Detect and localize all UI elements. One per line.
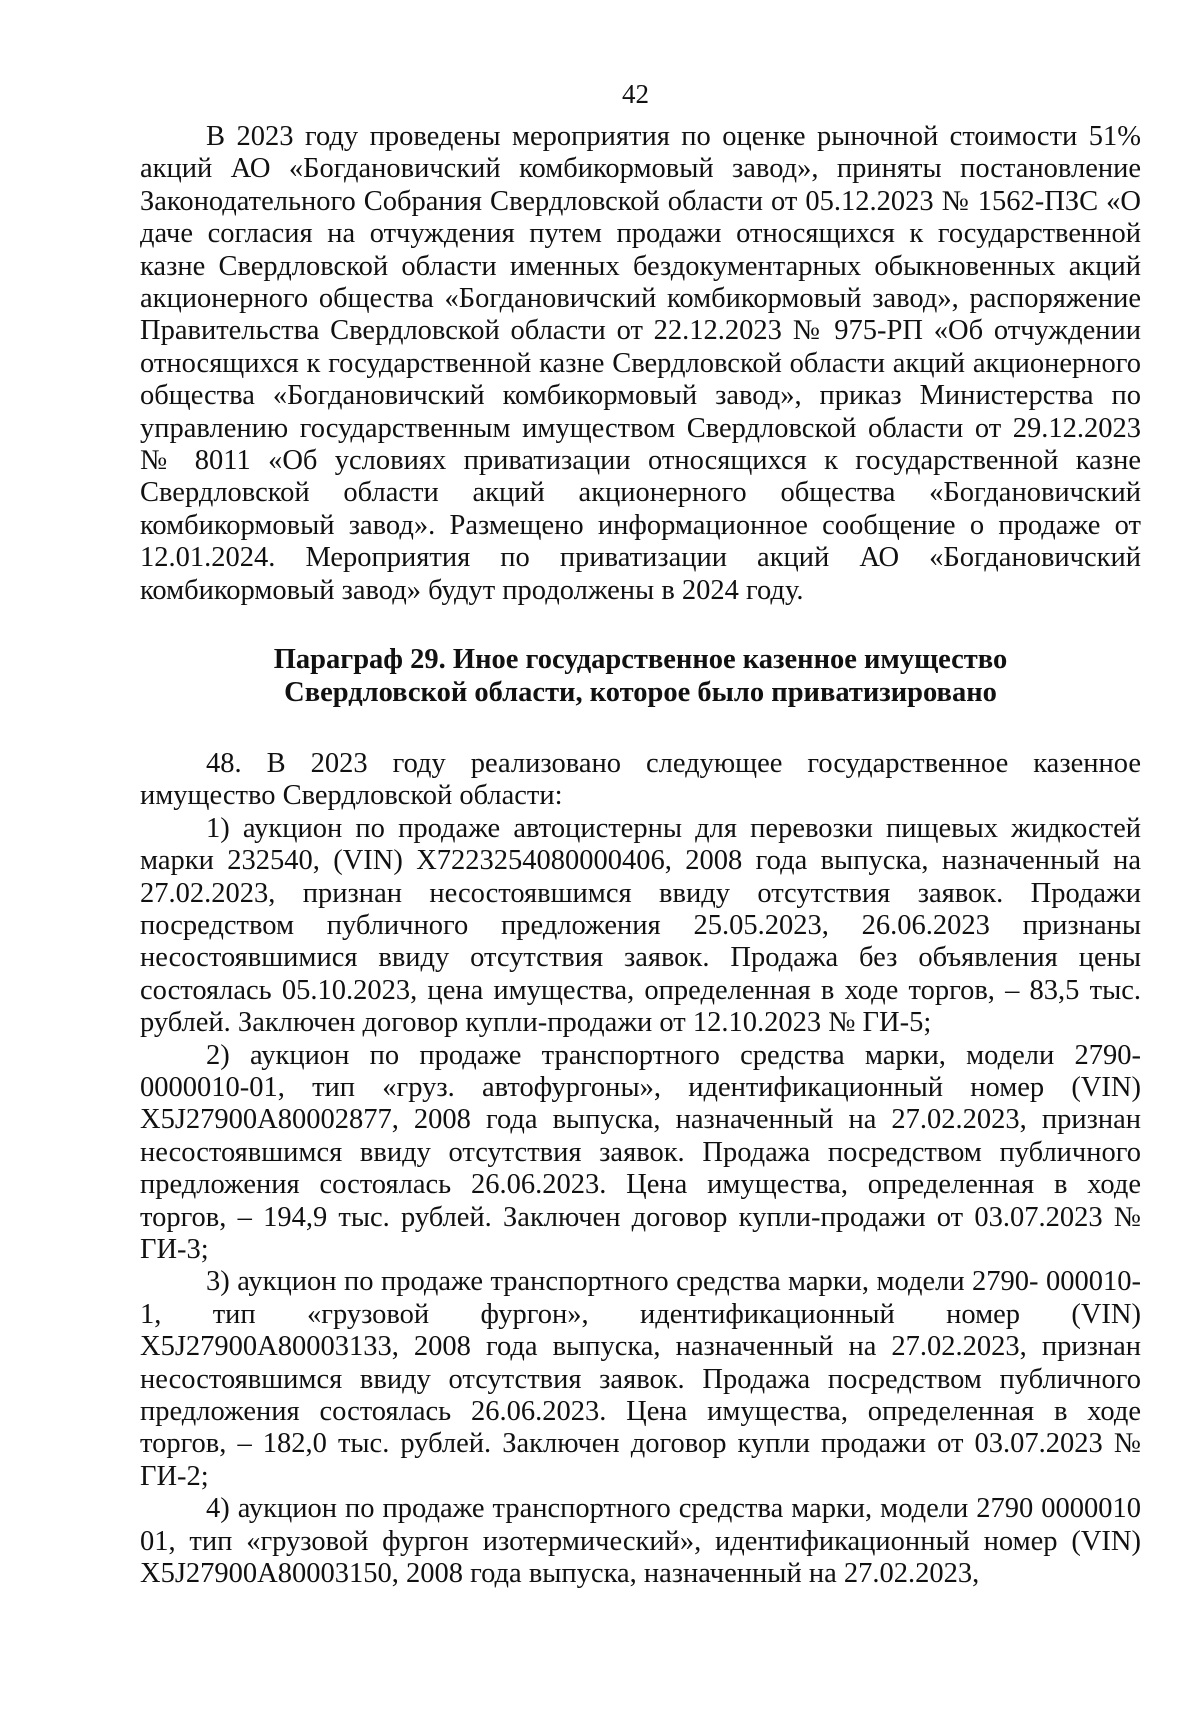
- section-heading-line-1: Параграф 29. Иное государственное казенное имущество: [273, 644, 1008, 676]
- paragraph-intro: В 2023 году проведены мероприятия по оценке рыночной стоимости 51% акций АО «Богдановичский комбикормовый завод», приняты постановление Законодательного Собрания Свердловской области от 05.12.2023 № 1562-ПЗС «О даче согласия на отчуждения путем продажи относящихся к государственной казне Свердловской области именных бездокументарных обыкновенных акций акционерного общества «Богдановичский комбикормовый завод», распоряжение Правительства Свердловской области от 22.12.2023 № 975-РП «Об отчуждении относящихся к государственной казне Свердловской области акций акционерного общества «Богдановичский комбикормовый завод», приказ Министерства по управлению государственным имуществом Свердловской области от 29.12.2023 № 8011 «Об условиях приватизации относящихся к государственной казне Свердловской области акций акционерного общества «Богдановичский комбикормовый завод». Размещено информационное сообщение о продаже от 12.01.2024. Мероприятия по приватизации акций АО «Богдановичский комбикормовый завод» будут продолжены в 2024 году.: [140, 121, 1141, 606]
- section-heading: [140, 644, 1141, 709]
- list-item-3: 3) аукцион по продаже транспортного средства марки, модели 2790- 000010- 1, тип «грузовой фургон», идентификационный номер (VIN) X5J27900A80003133, 2008 года выпуска, назначенный на 27.02.2023, признан несостоявшимся ввиду отсутствия заявок. Продажа посредством публичного предложения состоялась 26.06.2023. Цена имущества, определенная в ходе торгов, – 182,0 тыс. рублей. Заключен договор купли продажи от 03.07.2023 № ГИ-2;: [140, 1266, 1141, 1492]
- page-number: 42: [622, 79, 649, 109]
- paragraph-48: 48. В 2023 году реализовано следующее государственное казенное имущество Свердловской области:: [140, 747, 1141, 812]
- list-item-1: 1) аукцион по продаже автоцистерны для перевозки пищевых жидкостей марки 232540, (VIN) X7223254080000406, 2008 года выпуска, назначенный на 27.02.2023, признан несостоявшимся ввиду отсутствия заявок. Продажи посредством публичного предложения 25.05.2023, 26.06.2023 признаны несостоявшимися ввиду отсутствия заявок. Продажа без объявления цены состоялась 05.10.2023, цена имущества, определенная в ходе торгов, – 83,5 тыс. рублей. Заключен договор купли-продажи от 12.10.2023 № ГИ-5;: [140, 812, 1141, 1039]
- document-body: [140, 121, 1141, 1590]
- list-item-2: 2) аукцион по продаже транспортного средства марки, модели 2790-0000010-01, тип «груз. автофургоны», идентификационный номер (VIN) X5J27900A80002877, 2008 года выпуска, назначенный на 27.02.2023, признан несостоявшимся ввиду отсутствия заявок. Продажа посредством публичного предложения состоялась 26.06.2023. Цена имущества, определенная в ходе торгов, – 194,9 тыс. рублей. Заключен договор купли-продажи от 03.07.2023 № ГИ-3;: [140, 1039, 1141, 1265]
- list-item-4: 4) аукцион по продаже транспортного средства марки, модели 2790 0000010 01, тип «грузовой фургон изотермический», идентификационный номер (VIN) X5J27900A80003150, 2008 года выпуска, назначенный на 27.02.2023,: [140, 1493, 1141, 1590]
- section-heading-line-2: Свердловской области, которое было приватизировано: [284, 676, 997, 708]
